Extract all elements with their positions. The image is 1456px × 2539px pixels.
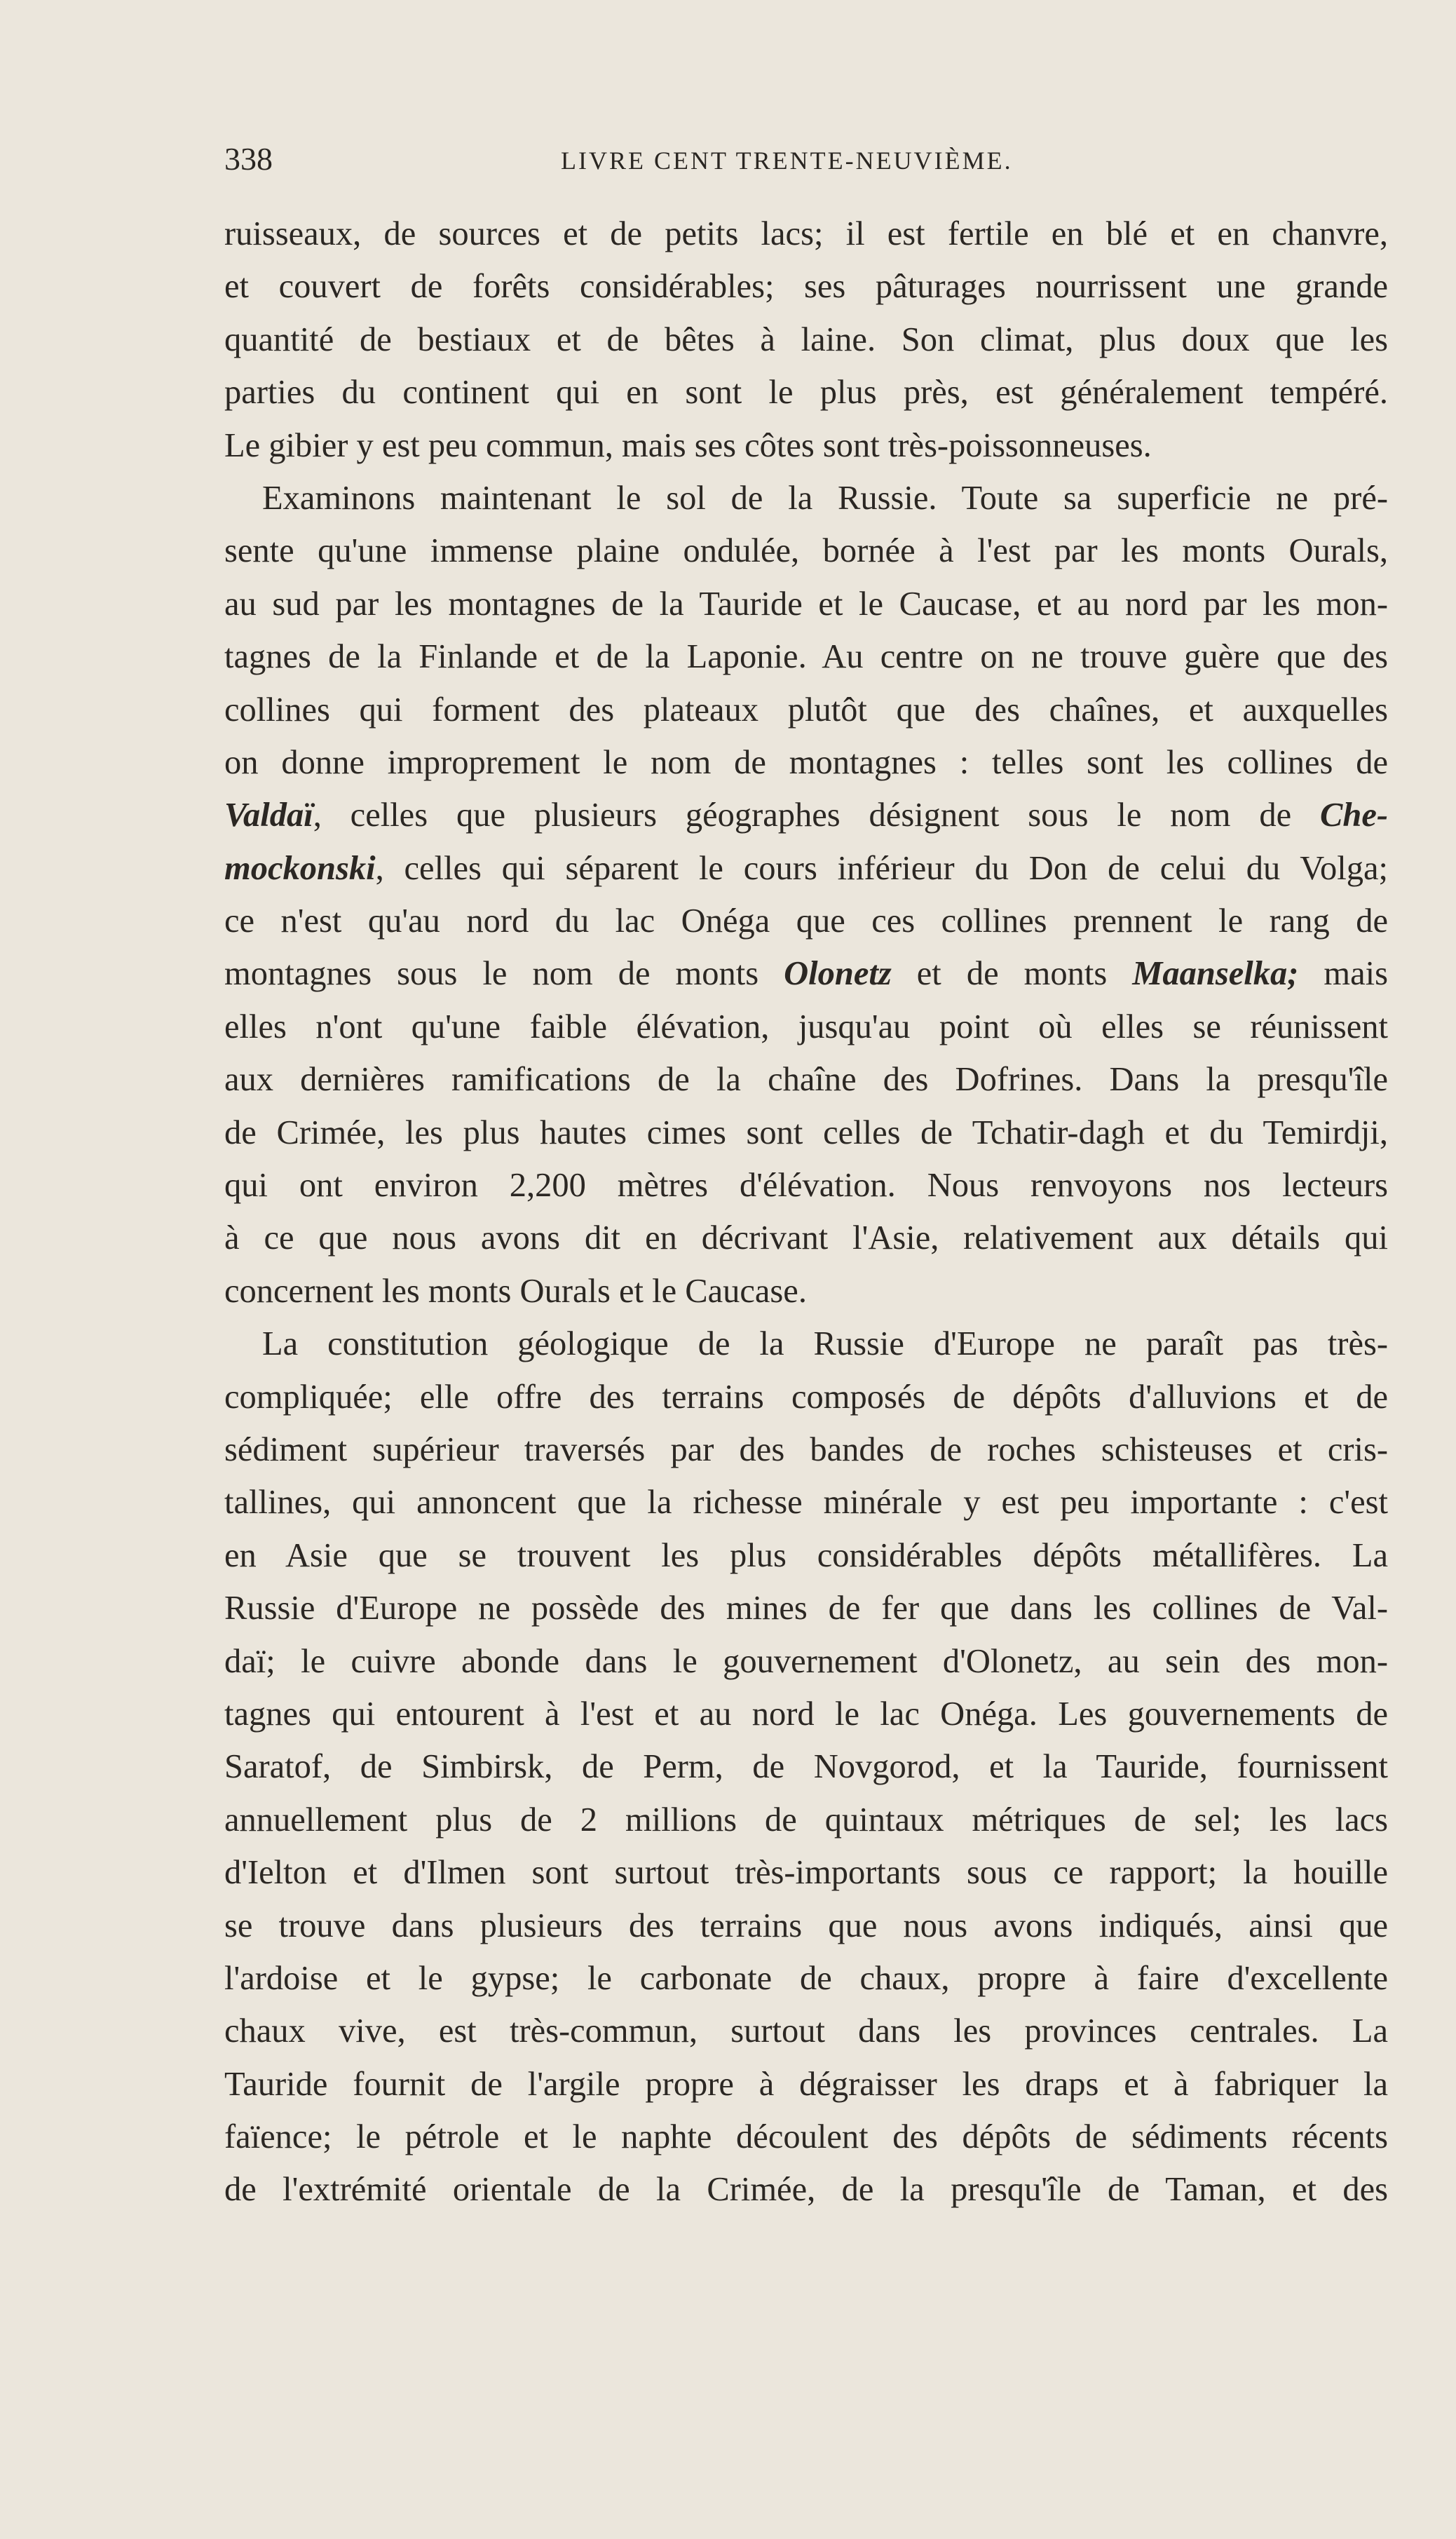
text-line — [224, 1529, 1388, 1582]
text-segment: , celles qui séparent le cours inférieur du Don de celui du Volga; — [375, 849, 1388, 887]
text-line — [224, 472, 1388, 524]
text-line — [224, 1582, 1388, 1634]
text-line — [224, 1318, 1388, 1370]
italic-term: Valdaï — [224, 797, 313, 834]
text-segment: tagnes de la Finlande et de la Laponie. Au centre on ne trouve guère que des — [224, 638, 1388, 676]
text-segment: , celles que plusieurs géographes désignent sous le nom de — [313, 797, 1320, 834]
text-segment: qui ont environ 2,200 mètres d'élévation. Nous renvoyons nos lecteurs — [224, 1167, 1388, 1205]
text-line — [224, 1794, 1388, 1846]
text-segment: faïence; le pétrole et le naphte découlent des dépôts de sédiments récents — [224, 2118, 1388, 2156]
italic-term: mockonski — [224, 849, 376, 887]
text-segment: annuellement plus de 2 millions de quintaux métriques de sel; les lacs — [224, 1801, 1388, 1839]
italic-term: Maanselka; — [1132, 955, 1299, 993]
text-segment: La constitution géologique de la Russie d'Europe ne paraît pas très- — [262, 1325, 1388, 1363]
text-segment: collines qui forment des plateaux plutôt que des chaînes, et auxquelles — [224, 691, 1388, 729]
text-line — [224, 736, 1388, 789]
page-number: 338 — [224, 141, 273, 177]
text-line — [224, 1846, 1388, 1899]
text-segment: de l'extrémité orientale de la Crimée, de la presqu'île de Taman, et des — [224, 2171, 1388, 2209]
body-text — [224, 208, 1388, 2216]
text-segment: et couvert de forêts considérables; ses pâturages nourrissent une grande — [224, 268, 1388, 306]
text-segment: sente qu'une immense plaine ondulée, bornée à l'est par les monts Ourals, — [224, 532, 1388, 570]
text-line — [224, 1423, 1388, 1476]
text-segment: montagnes sous le nom de monts — [224, 955, 784, 993]
text-segment: l'ardoise et le gypse; le carbonate de chaux, propre à faire d'excellente — [224, 1959, 1388, 1997]
text-line — [224, 684, 1388, 736]
text-segment: Russie d'Europe ne possède des mines de fer que dans les collines de Val- — [224, 1590, 1388, 1627]
text-line — [224, 1740, 1388, 1793]
text-line — [224, 895, 1388, 947]
text-segment: au sud par les montagnes de la Tauride et le Caucase, et au nord par les mon- — [224, 585, 1388, 623]
text-segment: elles n'ont qu'une faible élévation, jusqu'au point où elles se réunissent — [224, 1008, 1388, 1045]
text-line — [224, 1053, 1388, 1106]
text-line — [224, 578, 1388, 630]
text-line — [224, 524, 1388, 577]
text-segment: compliquée; elle offre des terrains composés de dépôts d'alluvions et de — [224, 1378, 1388, 1416]
text-segment: on donne improprement le nom de montagnes : telles sont les collines de — [224, 743, 1388, 781]
text-line — [224, 260, 1388, 313]
text-segment: et de monts — [891, 955, 1133, 993]
text-line — [224, 1001, 1388, 1053]
text-segment: ce n'est qu'au nord du lac Onéga que ces collines prennent le rang de — [224, 902, 1388, 940]
text-line — [224, 1159, 1388, 1212]
text-segment: chaux vive, est très-commun, surtout dans les provinces centrales. La — [224, 2012, 1388, 2050]
text-line — [224, 1212, 1388, 1264]
italic-term: Olonetz — [784, 955, 892, 993]
text-segment: Tauride fournit de l'argile propre à dégraisser les draps et à fabriquer la — [224, 2065, 1388, 2103]
text-line — [224, 313, 1388, 366]
text-line — [224, 1952, 1388, 2005]
text-segment: aux dernières ramifications de la chaîne des Dofrines. Dans la presqu'île — [224, 1061, 1388, 1099]
text-line — [224, 2058, 1388, 2111]
running-title: LIVRE CENT TRENTE-NEUVIÈME. — [561, 147, 1013, 175]
text-line — [224, 2163, 1388, 2216]
text-line — [224, 1371, 1388, 1423]
text-segment: tagnes qui entourent à l'est et au nord le lac Onéga. Les gouvernements de — [224, 1695, 1388, 1733]
text-segment: de Crimée, les plus hautes cimes sont celles de Tchatir-dagh et du Temirdji, — [224, 1113, 1388, 1151]
text-segment: parties du continent qui en sont le plus près, est généralement tempéré. — [224, 374, 1388, 412]
text-segment: sédiment supérieur traversés par des bandes de roches schisteuses et cris- — [224, 1430, 1388, 1468]
text-segment: Saratof, de Simbirsk, de Perm, de Novgorod, et la Tauride, fournissent — [224, 1748, 1388, 1786]
text-line — [224, 208, 1388, 260]
text-line — [224, 419, 1388, 472]
text-line — [224, 630, 1388, 683]
text-line — [224, 842, 1388, 895]
text-segment: se trouve dans plusieurs des terrains que nous avons indiqués, ainsi que — [224, 1907, 1388, 1944]
text-segment: tallines, qui annoncent que la richesse minérale y est peu importante : c'est — [224, 1484, 1388, 1522]
text-line — [224, 1900, 1388, 1952]
text-line — [224, 1688, 1388, 1740]
text-line — [224, 1476, 1388, 1529]
text-segment: en Asie que se trouvent les plus considérables dépôts métallifères. La — [224, 1536, 1388, 1574]
text-segment: mais — [1298, 955, 1388, 993]
italic-term: Che- — [1320, 797, 1388, 834]
text-line — [224, 1635, 1388, 1688]
text-segment: concernent les monts Ourals et le Caucase. — [224, 1272, 807, 1310]
text-line — [224, 789, 1388, 841]
text-segment: daï; le cuivre abonde dans le gouvernement d'Olonetz, au sein des mon- — [224, 1642, 1388, 1680]
page-header — [224, 140, 1388, 182]
text-line — [224, 2005, 1388, 2057]
text-line — [224, 2111, 1388, 2163]
text-segment: d'Ielton et d'Ilmen sont surtout très-importants sous ce rapport; la houille — [224, 1854, 1388, 1892]
text-line — [224, 1265, 1388, 1318]
text-segment: Examinons maintenant le sol de la Russie. Toute sa superficie ne pré- — [262, 479, 1388, 517]
text-line — [224, 947, 1388, 1000]
text-segment: quantité de bestiaux et de bêtes à laine. Son climat, plus doux que les — [224, 320, 1388, 358]
text-line — [224, 366, 1388, 419]
text-segment: ruisseaux, de sources et de petits lacs; il est fertile en blé et en chanvre, — [224, 215, 1388, 252]
text-segment: à ce que nous avons dit en décrivant l'Asie, relativement aux détails qui — [224, 1219, 1388, 1257]
text-segment: Le gibier y est peu commun, mais ses côtes sont très-poissonneuses. — [224, 426, 1152, 464]
text-line — [224, 1106, 1388, 1159]
